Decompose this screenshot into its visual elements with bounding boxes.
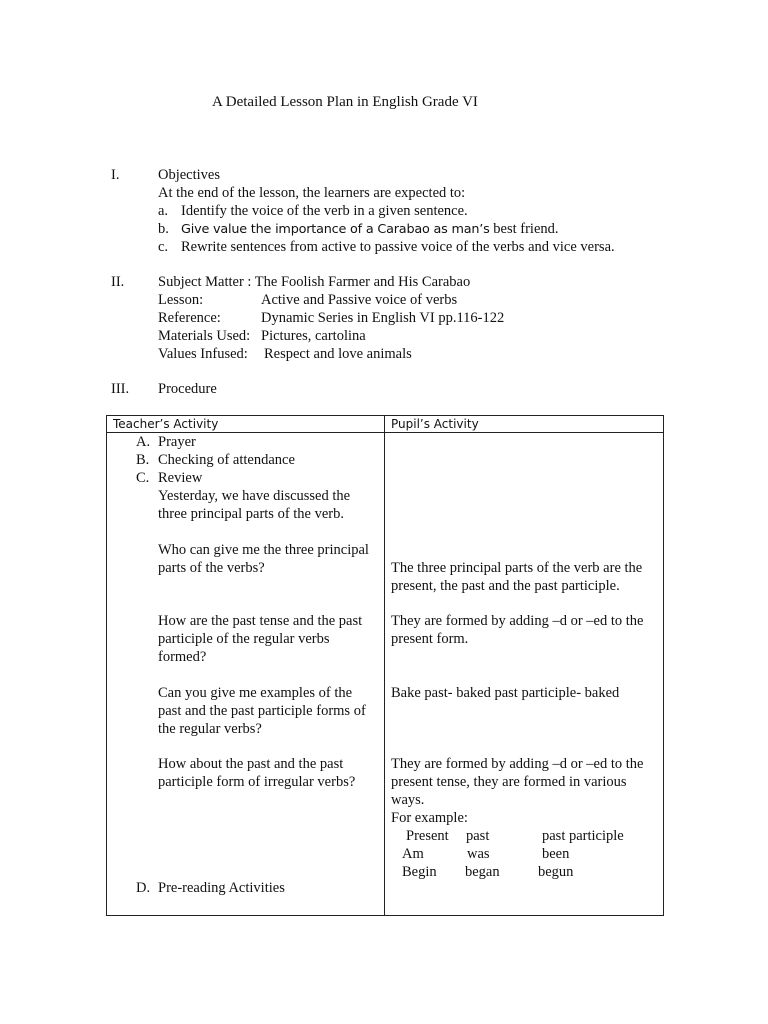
- objective-text-c: Rewrite sentences from active to passive voice of the verbs and vice versa.: [181, 239, 615, 255]
- reference-value: Dynamic Series in English VI pp.116-122: [261, 310, 505, 326]
- pupil-answer-line: present form.: [391, 631, 469, 647]
- section-numeral-3: III.: [111, 381, 130, 397]
- example-cell: past: [466, 828, 490, 844]
- list-item-attendance: Checking of attendance: [158, 452, 295, 468]
- header-teacher-activity: Teacher’s Activity: [107, 416, 385, 433]
- teacher-question-line: formed?: [158, 649, 207, 665]
- example-cell: past participle: [542, 828, 624, 844]
- objective-marker-c: c.: [158, 239, 169, 255]
- teacher-question-line: How are the past tense and the past: [158, 613, 363, 629]
- page-title: A Detailed Lesson Plan in English Grade VI: [212, 94, 478, 110]
- list-item-review: Review: [158, 470, 203, 486]
- procedure-heading: Procedure: [158, 381, 217, 397]
- objective-text-b-part1: Give value the importance of a Carabao as man’s: [181, 222, 490, 237]
- reference-label: Reference:: [158, 310, 221, 326]
- teacher-question-line: Can you give me examples of the: [158, 685, 353, 701]
- pupil-answer-line: They are formed by adding –d or –ed to the: [391, 613, 644, 629]
- materials-value: Pictures, cartolina: [261, 328, 366, 344]
- review-line: Yesterday, we have discussed the: [158, 488, 351, 504]
- review-line: three principal parts of the verb.: [158, 506, 345, 522]
- teacher-question-line: the regular verbs?: [158, 721, 262, 737]
- section-numeral-2: II.: [111, 274, 125, 290]
- teacher-question-line: Who can give me the three principal: [158, 542, 369, 558]
- values-label: Values Infused:: [158, 346, 248, 362]
- objectives-heading: Objectives: [158, 167, 221, 183]
- pupil-answer-line: present tense, they are formed in various: [391, 774, 627, 790]
- lesson-value: Active and Passive voice of verbs: [261, 292, 458, 308]
- example-cell: began: [465, 864, 500, 880]
- procedure-table: [106, 415, 664, 916]
- lesson-label: Lesson:: [158, 292, 204, 308]
- materials-label: Materials Used:: [158, 328, 251, 344]
- values-value: Respect and love animals: [264, 346, 412, 362]
- example-cell: Present: [406, 828, 449, 844]
- header-pupil-activity: Pupil’s Activity: [385, 416, 664, 433]
- table-header-row: [107, 416, 664, 433]
- teacher-question-line: participle of the regular verbs: [158, 631, 330, 647]
- teacher-question-line: How about the past and the past: [158, 756, 344, 772]
- objective-marker-b: b.: [158, 221, 169, 237]
- teacher-activity-cell: [107, 433, 385, 916]
- objective-marker-a: a.: [158, 203, 169, 219]
- list-item-prayer: Prayer: [158, 434, 196, 450]
- pupil-answer-line: present, the past and the past participle.: [391, 578, 620, 594]
- list-marker-d: D.: [136, 880, 151, 896]
- pupil-activity-cell: [385, 433, 664, 916]
- objective-text-b: [181, 220, 559, 239]
- list-item-pre-reading: Pre-reading Activities: [158, 880, 285, 896]
- pupil-answer-line: The three principal parts of the verb are the: [391, 560, 643, 576]
- list-marker-b: B.: [136, 452, 150, 468]
- pupil-answer-line: ways.: [391, 792, 425, 808]
- objective-text-b-part2: best friend.: [489, 221, 559, 237]
- teacher-question-line: past and the past participle forms of: [158, 703, 366, 719]
- example-cell: been: [542, 846, 570, 862]
- pupil-answer-line: For example:: [391, 810, 468, 826]
- subject-matter-heading: Subject Matter : The Foolish Farmer and His Carabao: [158, 274, 471, 290]
- example-cell: Am: [402, 846, 424, 862]
- example-cell: Begin: [402, 864, 437, 880]
- teacher-question-line: participle form of irregular verbs?: [158, 774, 356, 790]
- example-cell: begun: [538, 864, 574, 880]
- section-numeral-1: I.: [111, 167, 120, 183]
- objective-text-a: Identify the voice of the verb in a given sentence.: [181, 203, 468, 219]
- example-cell: was: [467, 846, 490, 862]
- list-marker-a: A.: [136, 434, 151, 450]
- pupil-answer-line: They are formed by adding –d or –ed to the: [391, 756, 644, 772]
- table-body-row: [107, 433, 664, 916]
- teacher-question-line: parts of the verbs?: [158, 560, 265, 576]
- pupil-answer-line: Bake past- baked past participle- baked: [391, 685, 620, 701]
- list-marker-c: C.: [136, 470, 150, 486]
- objectives-intro: At the end of the lesson, the learners are expected to:: [158, 185, 466, 201]
